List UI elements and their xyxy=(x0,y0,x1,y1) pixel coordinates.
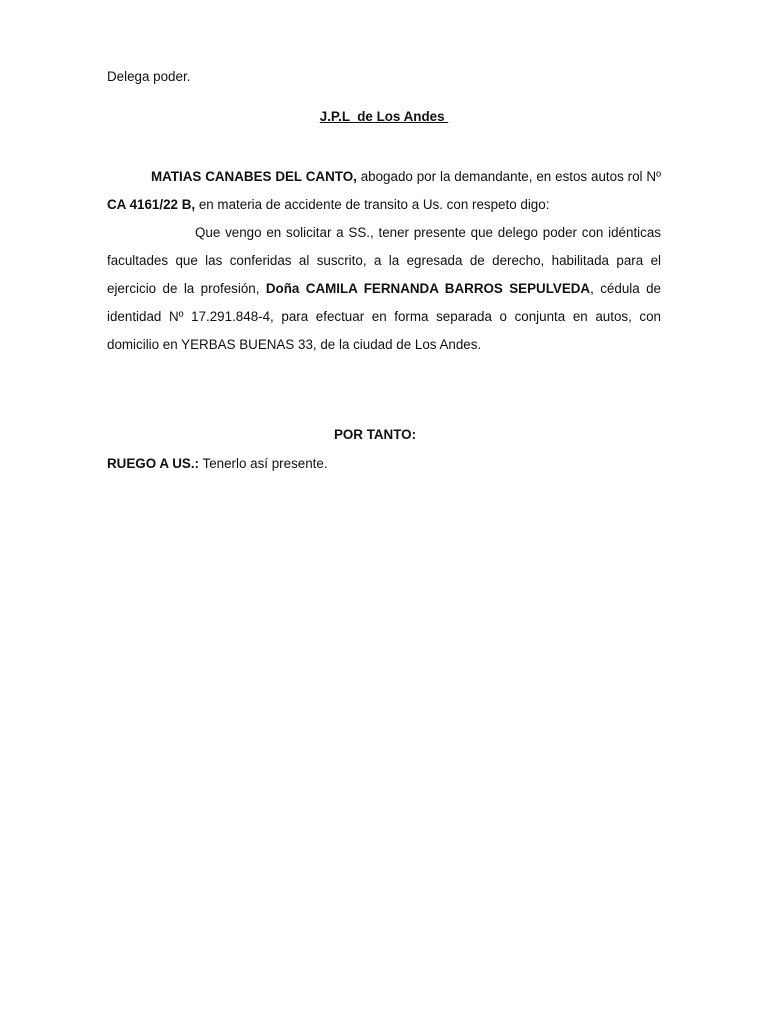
lawyer-name: MATIAS CANABES DEL CANTO, xyxy=(151,169,357,184)
request-text-b: , cédula de identidad Nº 17.291.848-4, para efectuar en forma separada o conjunta en autos, con domicilio en YERBAS BUENAS 33, de la ciudad de Los Andes. xyxy=(107,281,662,352)
petition-label: RUEGO A US.: xyxy=(107,456,200,471)
paragraph-request xyxy=(107,219,661,359)
delegate-name: Doña CAMILA FERNANDA BARROS SEPULVEDA xyxy=(265,281,591,296)
main-text xyxy=(107,163,661,359)
petition-line xyxy=(107,456,328,471)
petition-text: Tenerlo así presente. xyxy=(199,456,328,471)
appearance-text-b: en materia de accidente de transito a Us. con respeto digo: xyxy=(195,197,550,212)
case-number: CA 4161/22 B, xyxy=(107,197,196,212)
request-text-a: Que vengo en solicitar a SS., tener presente que delego poder con idénticas facultades que las conferidas al suscrito, a la egresada de derecho, habilitada para el ejercicio de la profesión, xyxy=(107,225,661,296)
appearance-text-a: abogado por la demandante, en estos autos rol Nº xyxy=(356,169,661,184)
therefore-heading: POR TANTO: xyxy=(333,427,417,442)
court-heading: J.P.L de Los Andes xyxy=(319,109,449,124)
paragraph-appearance xyxy=(107,163,661,219)
document-summary: Delega poder. xyxy=(107,69,191,84)
